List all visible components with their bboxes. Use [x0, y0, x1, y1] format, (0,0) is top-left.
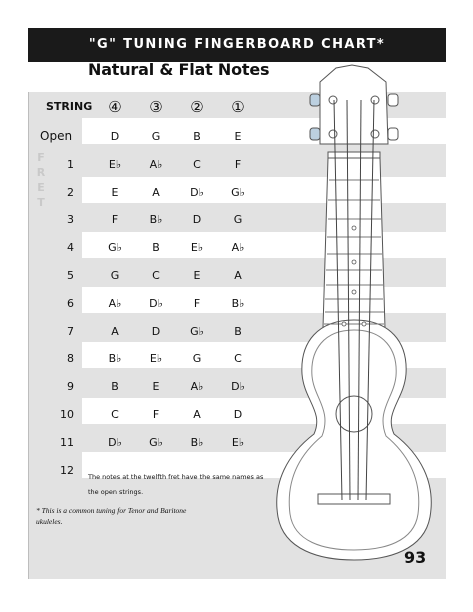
note-cell: D	[233, 408, 243, 421]
open-label: Open	[40, 129, 73, 143]
note-cell: A	[152, 186, 160, 199]
string-number: ①	[231, 98, 245, 116]
fret-number: 1	[67, 158, 74, 171]
fret-number: 8	[67, 352, 74, 365]
fret-number: 2	[67, 186, 74, 199]
page-number: 93	[404, 548, 427, 567]
note-cell: D	[192, 213, 202, 226]
note-cell: F	[111, 213, 119, 226]
twelfth-fret-note: The notes at the twelfth fret have the same names as the open strings.	[88, 473, 264, 496]
note-cell: B♭	[231, 297, 245, 310]
note-cell: C	[111, 408, 119, 421]
fret-number: 11	[60, 436, 74, 449]
string-number: ④	[108, 98, 122, 116]
fret-letter: E	[37, 181, 45, 194]
note-cell: E♭	[190, 241, 204, 254]
note-cell: G♭	[231, 186, 245, 199]
string-number: ②	[190, 98, 204, 116]
divider	[28, 92, 29, 579]
header-bar	[28, 28, 446, 62]
fret-letter: R	[36, 166, 46, 179]
note-cell: D♭	[231, 380, 245, 393]
note-cell: D	[110, 130, 120, 143]
note-cell: B♭	[108, 352, 122, 365]
note-cell: F	[234, 158, 242, 171]
note-cell: A♭	[108, 297, 122, 310]
note-cell: A♭	[190, 380, 204, 393]
note-cell: A♭	[149, 158, 163, 171]
note-cell: D♭	[190, 186, 204, 199]
note-cell: B♭	[149, 213, 163, 226]
fret-number: 10	[60, 408, 74, 421]
note-cell: G	[110, 269, 120, 282]
footnote: * This is a common tuning for Tenor and Baritone ukuleles.	[36, 506, 187, 526]
note-cell: G♭	[149, 436, 163, 449]
fret-number: 5	[67, 269, 74, 282]
note-cell: B	[234, 325, 242, 338]
note-cell: F	[193, 297, 201, 310]
note-cell: E♭	[149, 352, 163, 365]
note-cell: G♭	[108, 241, 122, 254]
note-cell: D♭	[149, 297, 163, 310]
note-cell: C	[234, 352, 242, 365]
note-cell: B	[152, 241, 160, 254]
note-cell: B	[111, 380, 119, 393]
fret-number: 3	[67, 213, 74, 226]
note-cell: G	[233, 213, 243, 226]
subtitle: Natural & Flat Notes	[88, 60, 270, 79]
note-cell: E♭	[108, 158, 122, 171]
ukulele-icon	[258, 62, 458, 562]
note-cell: G	[192, 352, 202, 365]
fret-letter: F	[37, 151, 45, 164]
note-cell: D	[151, 325, 161, 338]
note-cell: E	[152, 380, 160, 393]
fret-number: 7	[67, 325, 74, 338]
fret-number: 9	[67, 380, 74, 393]
note-cell: E	[234, 130, 242, 143]
page-title: "G" TUNING FINGERBOARD CHART*	[88, 37, 386, 52]
note-cell: A	[234, 269, 242, 282]
string-number: ③	[149, 98, 163, 116]
note-cell: A♭	[231, 241, 245, 254]
note-cell: A	[111, 325, 119, 338]
note-cell: E	[193, 269, 201, 282]
note-cell: B	[193, 130, 201, 143]
note-cell: C	[193, 158, 201, 171]
note-cell: D♭	[108, 436, 122, 449]
note-cell: G♭	[190, 325, 204, 338]
note-cell: C	[152, 269, 160, 282]
note-cell: A	[193, 408, 201, 421]
fret-number: 4	[67, 241, 74, 254]
note-cell: F	[152, 408, 160, 421]
fret-number: 12	[60, 464, 74, 477]
note-cell: G	[151, 130, 161, 143]
string-header: STRING	[46, 100, 93, 113]
note-cell: E	[111, 186, 119, 199]
fret-number: 6	[67, 297, 74, 310]
note-cell: B♭	[190, 436, 204, 449]
fret-letter: T	[37, 196, 45, 209]
note-cell: E♭	[231, 436, 245, 449]
